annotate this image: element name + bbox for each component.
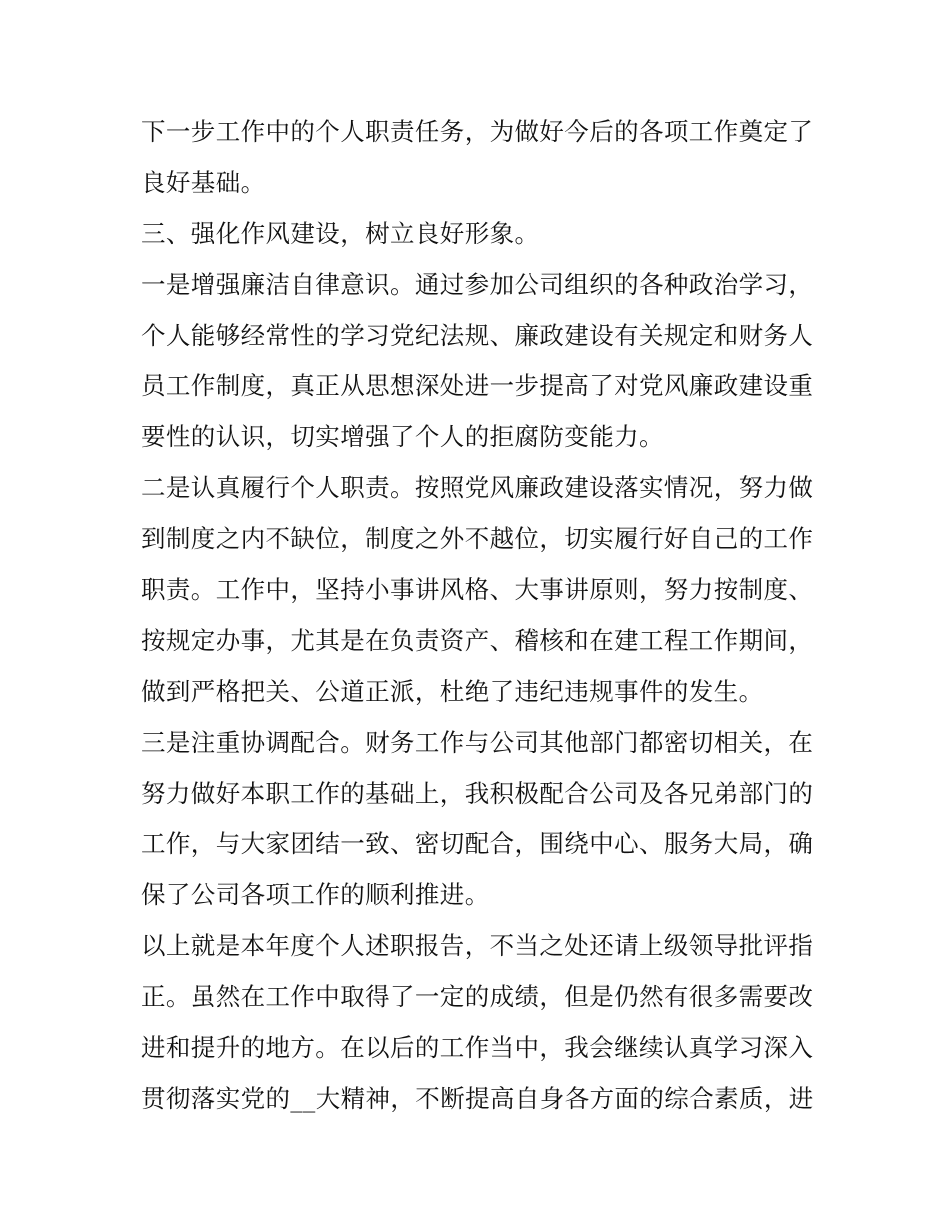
text-line: 做到严格把关、公道正派，杜绝了违纪违规事件的发生。 xyxy=(141,676,764,706)
text-line: 进和提升的地方。在以后的工作当中，我会继续认真学习深入 xyxy=(141,1033,814,1063)
text-line: 要性的认识，切实增强了个人的拒腐防变能力。 xyxy=(141,422,664,452)
document-body xyxy=(141,107,816,1125)
text-line: 二是认真履行个人职责。按照党风廉政建设落实情况，努力做 xyxy=(141,473,814,503)
text-line: 职责。工作中，坚持小事讲风格、大事讲原则，努力按制度、 xyxy=(141,575,814,605)
text-line: 下一步工作中的个人职责任务，为做好今后的各项工作奠定了 xyxy=(141,117,814,146)
section-heading: 三、强化作风建设，树立良好形象。 xyxy=(141,218,540,248)
text-line: 到制度之内不缺位，制度之外不越位，切实履行好自己的工作 xyxy=(141,524,814,554)
text-line: 员工作制度，真正从思想深处进一步提高了对党风廉政建设重 xyxy=(141,371,814,401)
text-line: 一是增强廉洁自律意识。通过参加公司组织的各种政治学习， xyxy=(141,269,814,299)
text-line: 正。虽然在工作中取得了一定的成绩，但是仍然有很多需要改 xyxy=(141,982,814,1012)
text-line: 良好基础。 xyxy=(141,167,266,197)
text-line: 努力做好本职工作的基础上，我积极配合公司及各兄弟部门的 xyxy=(141,778,814,808)
text-line: 工作，与大家团结一致、密切配合，围绕中心、服务大局，确 xyxy=(141,829,814,859)
text-line: 按规定办事，尤其是在负责资产、稽核和在建工程工作期间， xyxy=(141,625,814,655)
text-line: 贯彻落实党的__大精神，不断提高自身各方面的综合素质，进 xyxy=(141,1083,814,1113)
text-line: 保了公司各项工作的顺利推进。 xyxy=(141,880,490,910)
text-line: 三是注重协调配合。财务工作与公司其他部门都密切相关，在 xyxy=(141,727,814,757)
text-line: 个人能够经常性的学习党纪法规、廉政建设有关规定和财务人 xyxy=(141,320,814,350)
text-line: 以上就是本年度个人述职报告，不当之处还请上级领导批评指 xyxy=(141,931,814,961)
